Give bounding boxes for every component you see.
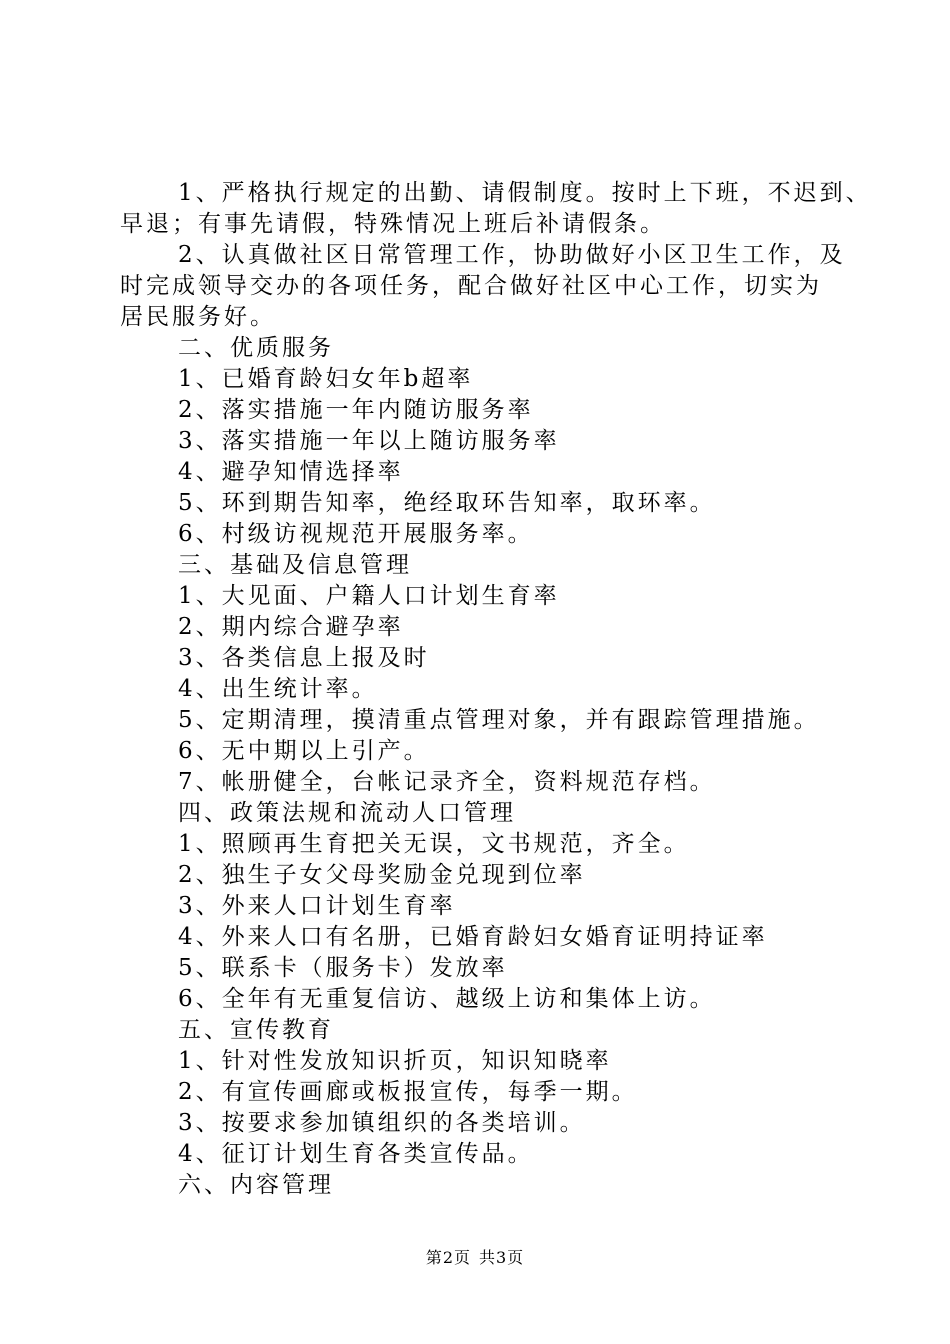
list-item: 5、联系卡（服务卡）发放率 (178, 955, 508, 981)
page-number: 第2页 (425, 1248, 471, 1267)
list-item: 4、外来人口有名册，已婚育龄妇女婚育证明持证率 (178, 924, 768, 950)
paragraph-line: 1、严格执行规定的出勤、请假制度。按时上下班，不迟到、 (178, 180, 872, 206)
list-item: 6、村级访视规范开展服务率。 (178, 521, 534, 547)
list-item: 2、独生子女父母奖励金兑现到位率 (178, 862, 586, 888)
list-item: 1、照顾再生育把关无误，文书规范，齐全。 (178, 831, 690, 857)
list-item: 5、环到期告知率，绝经取环告知率，取环率。 (178, 490, 716, 516)
list-item: 1、针对性发放知识折页，知识知晓率 (178, 1048, 612, 1074)
list-item: 2、期内综合避孕率 (178, 614, 404, 640)
section-heading: 五、宣传教育 (178, 1017, 334, 1043)
list-item: 2、落实措施一年内随访服务率 (178, 397, 534, 423)
section-heading: 二、优质服务 (178, 335, 334, 361)
list-item: 3、落实措施一年以上随访服务率 (178, 428, 560, 454)
page-total: 共3页 (479, 1248, 525, 1267)
list-item: 3、外来人口计划生育率 (178, 893, 456, 919)
list-item: 4、出生统计率。 (178, 676, 378, 702)
list-item: 4、征订计划生育各类宣传品。 (178, 1141, 534, 1167)
section-heading: 四、政策法规和流动人口管理 (178, 800, 516, 826)
list-item: 3、各类信息上报及时 (178, 645, 430, 671)
paragraph-line: 早退；有事先请假，特殊情况上班后补请假条。 (120, 211, 666, 237)
page-footer (0, 1245, 950, 1268)
list-item: 3、按要求参加镇组织的各类培训。 (178, 1110, 586, 1136)
list-item: 2、有宣传画廊或板报宣传，每季一期。 (178, 1079, 638, 1105)
section-heading: 三、基础及信息管理 (178, 552, 412, 578)
paragraph-community-work (120, 240, 846, 333)
paragraph-line: 时完成领导交办的各项任务，配合做好社区中心工作，切实为 (120, 273, 822, 299)
list-item: 5、定期清理，摸清重点管理对象，并有跟踪管理措施。 (178, 707, 820, 733)
document-body (120, 178, 872, 1201)
list-item: 4、避孕知情选择率 (178, 459, 404, 485)
section-heading: 六、内容管理 (178, 1172, 334, 1198)
list-item: 6、全年有无重复信访、越级上访和集体上访。 (178, 986, 716, 1012)
list-item: 6、无中期以上引产。 (178, 738, 430, 764)
list-item: 1、大见面、户籍人口计划生育率 (178, 583, 560, 609)
paragraph-attendance (120, 178, 872, 240)
list-item: 1、已婚育龄妇女年b超率 (178, 366, 474, 392)
list-item: 7、帐册健全，台帐记录齐全，资料规范存档。 (178, 769, 716, 795)
paragraph-line: 2、认真做社区日常管理工作，协助做好小区卫生工作，及 (178, 242, 846, 268)
paragraph-line: 居民服务好。 (120, 304, 276, 330)
